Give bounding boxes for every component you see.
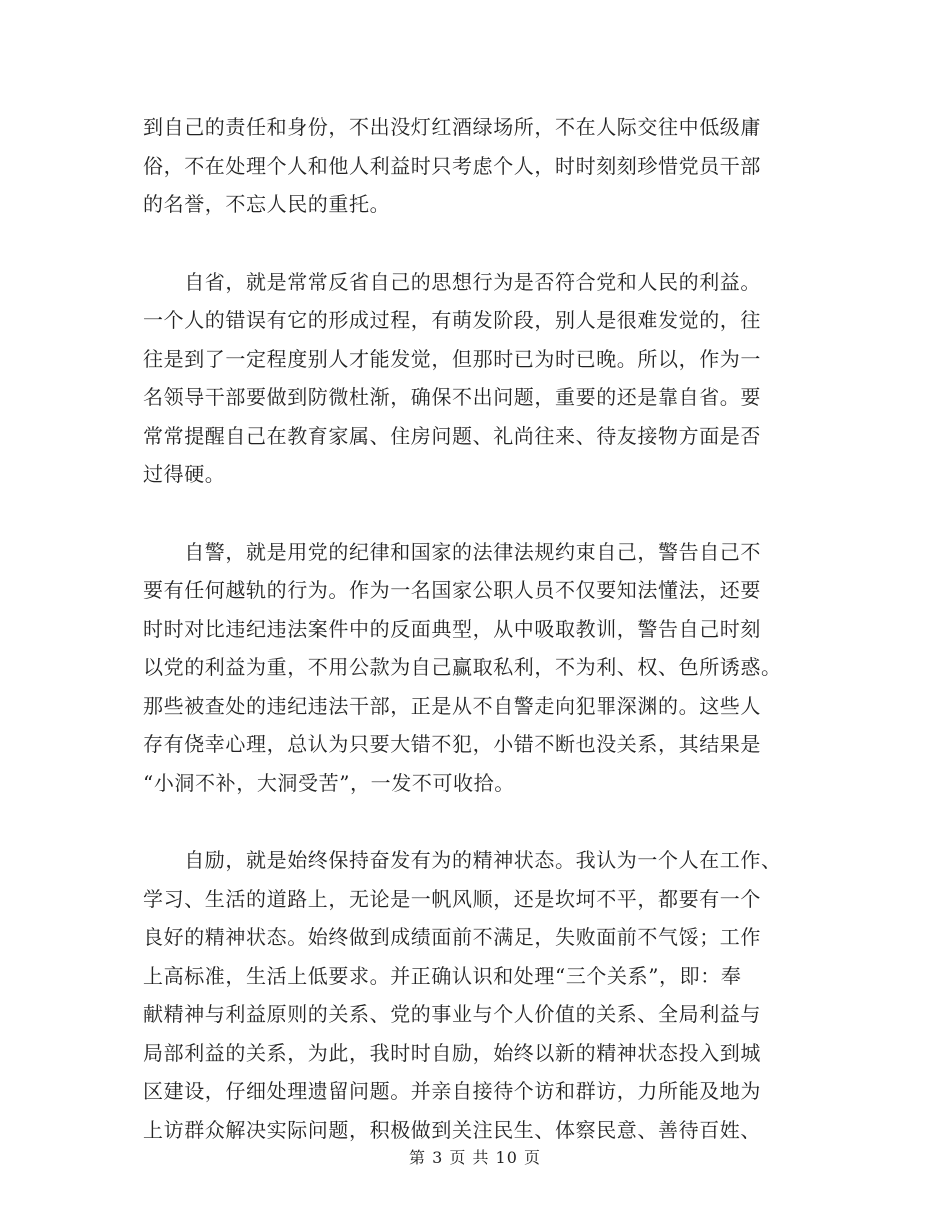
document-body <box>143 108 793 1149</box>
text-line: 常常提醒自己在教育家属、住房问题、礼尚往来、待友接物方面是否 <box>143 423 761 448</box>
text-line: 自警，就是用党的纪律和国家的法律法规约束自己，警告自己不 <box>143 539 761 564</box>
paragraph-gap <box>143 224 793 263</box>
paragraph-self-warning <box>143 533 793 803</box>
paragraph-gap <box>143 494 793 533</box>
paragraph-self-reflection <box>143 263 793 494</box>
text-line: 一个人的错误有它的形成过程，有萌发阶段，别人是很难发觉的，往 <box>143 308 761 332</box>
paragraph-self-motivation <box>143 841 793 1149</box>
text-line: 往是到了一定程度别人才能发觉，但那时已为时已晚。所以，作为一 <box>143 346 761 371</box>
text-line: 学习、生活的道路上，无论是一帆风顺，还是坎坷不平，都要有一个 <box>143 886 761 911</box>
text-line: 存有侥幸心理，总认为只要大错不犯，小错不断也没关系，其结果是 <box>143 732 761 756</box>
text-line: 良好的精神状态。始终做到成绩面前不满足，失败面前不气馁；工作 <box>143 925 761 949</box>
paragraph-gap <box>143 802 793 841</box>
text-line: 到自己的责任和身份，不出没灯红酒绿场所，不在人际交往中低级庸 <box>143 115 761 139</box>
text-line: 以党的利益为重，不用公款为自己赢取私利，不为利、权、色所诱惑。 <box>143 655 782 679</box>
text-line: 上高标准，生活上低要求。并正确认识和处理“三个关系”，即：奉 <box>143 963 742 988</box>
text-line: 区建设，仔细处理遗留问题。并亲自接待个访和群访，力所能及地为 <box>143 1079 761 1103</box>
text-line: 那些被查处的违纪违法干部，正是从不自警走向犯罪深渊的。这些人 <box>143 693 761 718</box>
text-line: 名领导干部要做到防微杜渐，确保不出问题，重要的还是靠自省。要 <box>143 385 761 409</box>
text-line: 过得硬。 <box>143 462 226 486</box>
text-line: 的名誉，不忘人民的重托。 <box>143 192 391 216</box>
text-line: 献精神与利益原则的关系、党的事业与个人价值的关系、全局利益与 <box>143 1002 761 1026</box>
page-number-footer: 第 3 页 共 10 页 <box>409 1148 541 1167</box>
text-line: 俗，不在处理个人和他人利益时只考虑个人，时时刻刻珍惜党员干部 <box>143 153 761 178</box>
text-line: 自励，就是始终保持奋发有为的精神状态。我认为一个人在工作、 <box>143 848 782 872</box>
text-line: 时时对比违纪违法案件中的反面典型，从中吸取教训，警告自己时刻 <box>143 616 761 641</box>
paragraph-continuation <box>143 108 793 224</box>
text-line: 上访群众解决实际问题，积极做到关注民生、体察民意、善待百姓、 <box>143 1117 761 1142</box>
text-line: 局部利益的关系，为此，我时时自励，始终以新的精神状态投入到城 <box>143 1040 761 1065</box>
text-line: “小洞不补，大洞受苦”，一发不可收拾。 <box>143 770 515 795</box>
text-line: 自省，就是常常反省自己的思想行为是否符合党和人民的利益。 <box>143 269 761 294</box>
text-line: 要有任何越轨的行为。作为一名国家公职人员不仅要知法懂法，还要 <box>143 578 761 602</box>
